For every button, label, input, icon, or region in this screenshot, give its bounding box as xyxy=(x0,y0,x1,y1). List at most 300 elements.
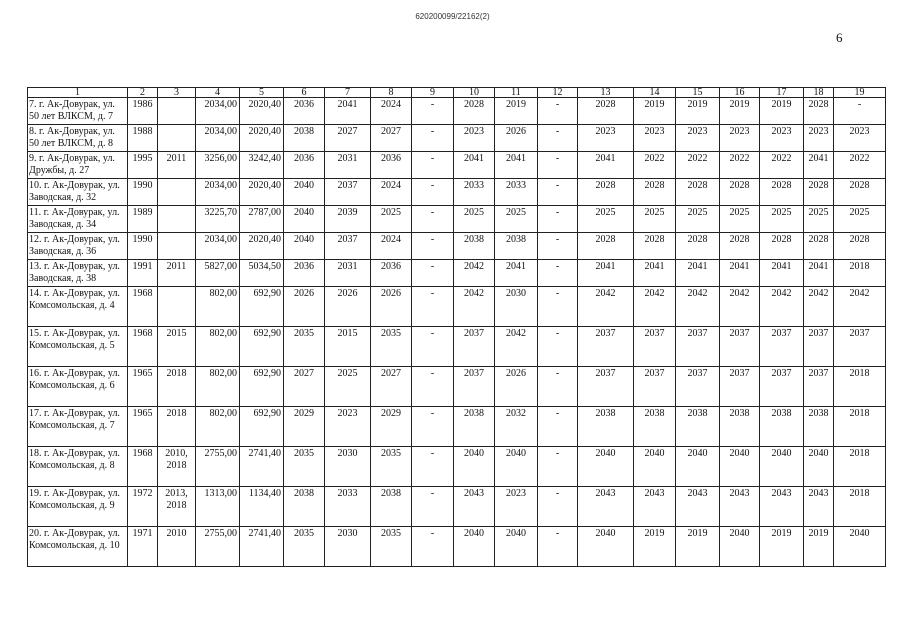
cell-col-5: 2741,40 xyxy=(240,527,284,567)
cell-col-2: 1968 xyxy=(128,287,158,327)
data-table xyxy=(27,87,886,567)
cell-col-4: 5827,00 xyxy=(196,260,240,287)
column-header-1: 1 xyxy=(28,88,128,98)
cell-col-4: 802,00 xyxy=(196,367,240,407)
column-header-4: 4 xyxy=(196,88,240,98)
cell-col-11: 2026 xyxy=(495,367,538,407)
column-header-9: 9 xyxy=(412,88,454,98)
cell-col-16: 2043 xyxy=(720,487,760,527)
cell-col-2: 1968 xyxy=(128,327,158,367)
cell-col-15: 2025 xyxy=(676,206,720,233)
cell-col-18: 2028 xyxy=(804,233,834,260)
cell-col-10: 2042 xyxy=(454,260,495,287)
cell-col-16: 2038 xyxy=(720,407,760,447)
cell-col-16: 2028 xyxy=(720,179,760,206)
cell-col-3: 2018 xyxy=(158,407,196,447)
cell-col-10: 2038 xyxy=(454,407,495,447)
cell-col-10: 2038 xyxy=(454,233,495,260)
cell-col-14: 2022 xyxy=(634,152,676,179)
cell-col-8: 2035 xyxy=(371,327,412,367)
column-header-15: 15 xyxy=(676,88,720,98)
column-header-18: 18 xyxy=(804,88,834,98)
address-cell: 13. г. Ак-Довурак, ул. Заводская, д. 38 xyxy=(28,260,128,287)
cell-col-7: 2033 xyxy=(325,487,371,527)
cell-col-3 xyxy=(158,206,196,233)
cell-col-2: 1986 xyxy=(128,98,158,125)
cell-col-9: - xyxy=(412,233,454,260)
cell-col-2: 1971 xyxy=(128,527,158,567)
cell-col-4: 3225,70 xyxy=(196,206,240,233)
cell-col-6: 2038 xyxy=(284,487,325,527)
table-row xyxy=(28,407,886,447)
cell-col-5: 692,90 xyxy=(240,367,284,407)
column-header-2: 2 xyxy=(128,88,158,98)
cell-col-5: 1134,40 xyxy=(240,487,284,527)
cell-col-19: 2018 xyxy=(834,260,886,287)
table-header-row xyxy=(28,88,886,98)
cell-col-16: 2042 xyxy=(720,287,760,327)
cell-col-3: 2010, 2018 xyxy=(158,447,196,487)
cell-col-6: 2035 xyxy=(284,447,325,487)
cell-col-5: 2020,40 xyxy=(240,233,284,260)
cell-col-3 xyxy=(158,287,196,327)
cell-col-4: 2034,00 xyxy=(196,179,240,206)
cell-col-18: 2042 xyxy=(804,287,834,327)
cell-col-15: 2037 xyxy=(676,367,720,407)
cell-col-14: 2043 xyxy=(634,487,676,527)
cell-col-14: 2028 xyxy=(634,179,676,206)
cell-col-10: 2040 xyxy=(454,527,495,567)
cell-col-6: 2035 xyxy=(284,327,325,367)
cell-col-16: 2028 xyxy=(720,233,760,260)
cell-col-17: 2028 xyxy=(760,233,804,260)
cell-col-11: 2040 xyxy=(495,527,538,567)
cell-col-14: 2042 xyxy=(634,287,676,327)
page-number: 6 xyxy=(836,30,843,45)
table-row xyxy=(28,260,886,287)
table-row xyxy=(28,98,886,125)
cell-col-17: 2038 xyxy=(760,407,804,447)
table-body xyxy=(28,98,886,567)
table-row xyxy=(28,179,886,206)
cell-col-12: - xyxy=(538,407,578,447)
cell-col-18: 2041 xyxy=(804,260,834,287)
cell-col-5: 692,90 xyxy=(240,407,284,447)
cell-col-5: 2741,40 xyxy=(240,447,284,487)
cell-col-16: 2023 xyxy=(720,125,760,152)
cell-col-6: 2040 xyxy=(284,206,325,233)
cell-col-8: 2038 xyxy=(371,487,412,527)
cell-col-19: 2023 xyxy=(834,125,886,152)
address-cell: 8. г. Ак-Довурак, ул. 50 лет ВЛКСМ, д. 8 xyxy=(28,125,128,152)
cell-col-9: - xyxy=(412,487,454,527)
cell-col-8: 2024 xyxy=(371,98,412,125)
cell-col-13: 2043 xyxy=(578,487,634,527)
cell-col-7: 2031 xyxy=(325,260,371,287)
cell-col-6: 2029 xyxy=(284,407,325,447)
column-header-13: 13 xyxy=(578,88,634,98)
cell-col-7: 2025 xyxy=(325,367,371,407)
cell-col-14: 2041 xyxy=(634,260,676,287)
column-header-16: 16 xyxy=(720,88,760,98)
cell-col-14: 2025 xyxy=(634,206,676,233)
cell-col-6: 2036 xyxy=(284,260,325,287)
cell-col-2: 1990 xyxy=(128,179,158,206)
cell-col-19: 2018 xyxy=(834,487,886,527)
cell-col-14: 2019 xyxy=(634,98,676,125)
cell-col-9: - xyxy=(412,407,454,447)
cell-col-7: 2041 xyxy=(325,98,371,125)
table-row xyxy=(28,125,886,152)
table-row xyxy=(28,367,886,407)
cell-col-6: 2036 xyxy=(284,98,325,125)
cell-col-8: 2025 xyxy=(371,206,412,233)
cell-col-17: 2041 xyxy=(760,260,804,287)
column-header-10: 10 xyxy=(454,88,495,98)
cell-col-8: 2029 xyxy=(371,407,412,447)
cell-col-14: 2028 xyxy=(634,233,676,260)
cell-col-9: - xyxy=(412,125,454,152)
cell-col-9: - xyxy=(412,98,454,125)
cell-col-10: 2037 xyxy=(454,367,495,407)
cell-col-2: 1989 xyxy=(128,206,158,233)
table-row xyxy=(28,527,886,567)
cell-col-17: 2025 xyxy=(760,206,804,233)
address-cell: 10. г. Ак-Довурак, ул. Заводская, д. 32 xyxy=(28,179,128,206)
address-cell: 17. г. Ак-Довурак, ул. Комсомольская, д. 7 xyxy=(28,407,128,447)
cell-col-3: 2011 xyxy=(158,152,196,179)
cell-col-7: 2026 xyxy=(325,287,371,327)
cell-col-12: - xyxy=(538,487,578,527)
column-header-14: 14 xyxy=(634,88,676,98)
cell-col-4: 802,00 xyxy=(196,327,240,367)
cell-col-10: 2023 xyxy=(454,125,495,152)
cell-col-8: 2027 xyxy=(371,125,412,152)
cell-col-17: 2040 xyxy=(760,447,804,487)
cell-col-15: 2041 xyxy=(676,260,720,287)
cell-col-18: 2028 xyxy=(804,98,834,125)
cell-col-10: 2037 xyxy=(454,327,495,367)
address-cell: 9. г. Ак-Довурак, ул. Дружбы, д. 27 xyxy=(28,152,128,179)
cell-col-5: 2020,40 xyxy=(240,98,284,125)
cell-col-4: 802,00 xyxy=(196,407,240,447)
cell-col-4: 802,00 xyxy=(196,287,240,327)
cell-col-19: - xyxy=(834,98,886,125)
cell-col-3: 2018 xyxy=(158,367,196,407)
cell-col-6: 2027 xyxy=(284,367,325,407)
cell-col-12: - xyxy=(538,447,578,487)
cell-col-12: - xyxy=(538,327,578,367)
cell-col-5: 692,90 xyxy=(240,327,284,367)
cell-col-5: 692,90 xyxy=(240,287,284,327)
cell-col-12: - xyxy=(538,527,578,567)
table-row xyxy=(28,287,886,327)
cell-col-17: 2037 xyxy=(760,367,804,407)
cell-col-3: 2010 xyxy=(158,527,196,567)
cell-col-13: 2028 xyxy=(578,98,634,125)
table-row xyxy=(28,152,886,179)
cell-col-11: 2032 xyxy=(495,407,538,447)
cell-col-11: 2019 xyxy=(495,98,538,125)
cell-col-2: 1965 xyxy=(128,367,158,407)
cell-col-15: 2037 xyxy=(676,327,720,367)
cell-col-11: 2041 xyxy=(495,260,538,287)
cell-col-7: 2031 xyxy=(325,152,371,179)
cell-col-7: 2027 xyxy=(325,125,371,152)
cell-col-3: 2013, 2018 xyxy=(158,487,196,527)
cell-col-18: 2043 xyxy=(804,487,834,527)
cell-col-10: 2042 xyxy=(454,287,495,327)
address-cell: 20. г. Ак-Довурак, ул. Комсомольская, д. 10 xyxy=(28,527,128,567)
cell-col-9: - xyxy=(412,287,454,327)
cell-col-6: 2038 xyxy=(284,125,325,152)
cell-col-16: 2040 xyxy=(720,447,760,487)
column-header-6: 6 xyxy=(284,88,325,98)
address-cell: 16. г. Ак-Довурак, ул. Комсомольская, д. 6 xyxy=(28,367,128,407)
cell-col-13: 2041 xyxy=(578,152,634,179)
cell-col-17: 2023 xyxy=(760,125,804,152)
cell-col-15: 2019 xyxy=(676,527,720,567)
cell-col-12: - xyxy=(538,367,578,407)
cell-col-12: - xyxy=(538,233,578,260)
cell-col-13: 2028 xyxy=(578,179,634,206)
cell-col-11: 2023 xyxy=(495,487,538,527)
address-cell: 15. г. Ак-Довурак, ул. Комсомольская, д. 5 xyxy=(28,327,128,367)
cell-col-19: 2037 xyxy=(834,327,886,367)
cell-col-2: 1965 xyxy=(128,407,158,447)
cell-col-14: 2040 xyxy=(634,447,676,487)
cell-col-3 xyxy=(158,179,196,206)
table-row xyxy=(28,447,886,487)
cell-col-15: 2043 xyxy=(676,487,720,527)
cell-col-9: - xyxy=(412,260,454,287)
cell-col-9: - xyxy=(412,367,454,407)
cell-col-19: 2028 xyxy=(834,179,886,206)
column-header-8: 8 xyxy=(371,88,412,98)
cell-col-13: 2041 xyxy=(578,260,634,287)
cell-col-16: 2019 xyxy=(720,98,760,125)
cell-col-16: 2041 xyxy=(720,260,760,287)
cell-col-2: 1988 xyxy=(128,125,158,152)
cell-col-13: 2042 xyxy=(578,287,634,327)
cell-col-3 xyxy=(158,233,196,260)
cell-col-17: 2042 xyxy=(760,287,804,327)
cell-col-15: 2028 xyxy=(676,233,720,260)
cell-col-11: 2033 xyxy=(495,179,538,206)
cell-col-12: - xyxy=(538,206,578,233)
address-cell: 12. г. Ак-Довурак, ул. Заводская, д. 36 xyxy=(28,233,128,260)
cell-col-5: 5034,50 xyxy=(240,260,284,287)
cell-col-15: 2019 xyxy=(676,98,720,125)
address-cell: 18. г. Ак-Довурак, ул. Комсомольская, д. 8 xyxy=(28,447,128,487)
cell-col-15: 2042 xyxy=(676,287,720,327)
cell-col-8: 2024 xyxy=(371,233,412,260)
cell-col-9: - xyxy=(412,179,454,206)
cell-col-7: 2030 xyxy=(325,447,371,487)
cell-col-19: 2040 xyxy=(834,527,886,567)
cell-col-18: 2025 xyxy=(804,206,834,233)
address-cell: 11. г. Ак-Довурак, ул. Заводская, д. 34 xyxy=(28,206,128,233)
cell-col-6: 2040 xyxy=(284,179,325,206)
cell-col-14: 2037 xyxy=(634,327,676,367)
cell-col-10: 2028 xyxy=(454,98,495,125)
cell-col-9: - xyxy=(412,447,454,487)
cell-col-4: 2034,00 xyxy=(196,98,240,125)
table-row xyxy=(28,487,886,527)
cell-col-19: 2028 xyxy=(834,233,886,260)
cell-col-13: 2028 xyxy=(578,233,634,260)
cell-col-2: 1991 xyxy=(128,260,158,287)
column-header-12: 12 xyxy=(538,88,578,98)
cell-col-18: 2023 xyxy=(804,125,834,152)
cell-col-3 xyxy=(158,98,196,125)
cell-col-5: 3242,40 xyxy=(240,152,284,179)
cell-col-8: 2024 xyxy=(371,179,412,206)
cell-col-14: 2019 xyxy=(634,527,676,567)
cell-col-6: 2026 xyxy=(284,287,325,327)
cell-col-10: 2025 xyxy=(454,206,495,233)
cell-col-13: 2023 xyxy=(578,125,634,152)
cell-col-17: 2022 xyxy=(760,152,804,179)
cell-col-8: 2035 xyxy=(371,447,412,487)
cell-col-16: 2022 xyxy=(720,152,760,179)
cell-col-4: 2755,00 xyxy=(196,447,240,487)
cell-col-13: 2038 xyxy=(578,407,634,447)
column-header-11: 11 xyxy=(495,88,538,98)
cell-col-9: - xyxy=(412,206,454,233)
column-header-19: 19 xyxy=(834,88,886,98)
cell-col-6: 2035 xyxy=(284,527,325,567)
cell-col-13: 2037 xyxy=(578,327,634,367)
cell-col-18: 2037 xyxy=(804,367,834,407)
cell-col-17: 2019 xyxy=(760,527,804,567)
cell-col-13: 2037 xyxy=(578,367,634,407)
cell-col-2: 1972 xyxy=(128,487,158,527)
cell-col-7: 2039 xyxy=(325,206,371,233)
cell-col-3 xyxy=(158,125,196,152)
cell-col-10: 2033 xyxy=(454,179,495,206)
cell-col-6: 2040 xyxy=(284,233,325,260)
cell-col-17: 2028 xyxy=(760,179,804,206)
cell-col-14: 2038 xyxy=(634,407,676,447)
cell-col-19: 2025 xyxy=(834,206,886,233)
cell-col-5: 2787,00 xyxy=(240,206,284,233)
cell-col-9: - xyxy=(412,152,454,179)
cell-col-3: 2011 xyxy=(158,260,196,287)
cell-col-18: 2041 xyxy=(804,152,834,179)
cell-col-8: 2036 xyxy=(371,152,412,179)
cell-col-2: 1990 xyxy=(128,233,158,260)
cell-col-15: 2028 xyxy=(676,179,720,206)
cell-col-12: - xyxy=(538,287,578,327)
cell-col-14: 2037 xyxy=(634,367,676,407)
cell-col-7: 2015 xyxy=(325,327,371,367)
cell-col-16: 2040 xyxy=(720,527,760,567)
cell-col-2: 1995 xyxy=(128,152,158,179)
cell-col-19: 2018 xyxy=(834,367,886,407)
address-cell: 14. г. Ак-Довурак, ул. Комсомольская, д. 4 xyxy=(28,287,128,327)
column-header-17: 17 xyxy=(760,88,804,98)
cell-col-12: - xyxy=(538,98,578,125)
cell-col-8: 2036 xyxy=(371,260,412,287)
cell-col-11: 2026 xyxy=(495,125,538,152)
cell-col-17: 2037 xyxy=(760,327,804,367)
table-row xyxy=(28,206,886,233)
document-code: 620200099/22162(2) xyxy=(415,12,490,21)
cell-col-14: 2023 xyxy=(634,125,676,152)
cell-col-7: 2037 xyxy=(325,233,371,260)
table-row xyxy=(28,327,886,367)
cell-col-6: 2036 xyxy=(284,152,325,179)
cell-col-11: 2030 xyxy=(495,287,538,327)
cell-col-18: 2019 xyxy=(804,527,834,567)
cell-col-3: 2015 xyxy=(158,327,196,367)
column-header-5: 5 xyxy=(240,88,284,98)
cell-col-9: - xyxy=(412,327,454,367)
cell-col-17: 2043 xyxy=(760,487,804,527)
cell-col-4: 2034,00 xyxy=(196,233,240,260)
cell-col-8: 2026 xyxy=(371,287,412,327)
cell-col-18: 2037 xyxy=(804,327,834,367)
cell-col-12: - xyxy=(538,179,578,206)
cell-col-15: 2022 xyxy=(676,152,720,179)
cell-col-18: 2040 xyxy=(804,447,834,487)
cell-col-11: 2042 xyxy=(495,327,538,367)
cell-col-15: 2038 xyxy=(676,407,720,447)
cell-col-16: 2037 xyxy=(720,327,760,367)
cell-col-7: 2023 xyxy=(325,407,371,447)
address-cell: 19. г. Ак-Довурак, ул. Комсомольская, д. 9 xyxy=(28,487,128,527)
cell-col-17: 2019 xyxy=(760,98,804,125)
cell-col-7: 2030 xyxy=(325,527,371,567)
cell-col-10: 2041 xyxy=(454,152,495,179)
cell-col-19: 2022 xyxy=(834,152,886,179)
column-header-7: 7 xyxy=(325,88,371,98)
cell-col-10: 2043 xyxy=(454,487,495,527)
cell-col-13: 2040 xyxy=(578,527,634,567)
cell-col-8: 2035 xyxy=(371,527,412,567)
cell-col-16: 2037 xyxy=(720,367,760,407)
cell-col-9: - xyxy=(412,527,454,567)
cell-col-19: 2018 xyxy=(834,407,886,447)
cell-col-13: 2040 xyxy=(578,447,634,487)
cell-col-5: 2020,40 xyxy=(240,125,284,152)
cell-col-11: 2040 xyxy=(495,447,538,487)
column-header-3: 3 xyxy=(158,88,196,98)
cell-col-10: 2040 xyxy=(454,447,495,487)
cell-col-11: 2041 xyxy=(495,152,538,179)
cell-col-4: 3256,00 xyxy=(196,152,240,179)
cell-col-8: 2027 xyxy=(371,367,412,407)
cell-col-16: 2025 xyxy=(720,206,760,233)
cell-col-19: 2018 xyxy=(834,447,886,487)
cell-col-11: 2025 xyxy=(495,206,538,233)
cell-col-18: 2038 xyxy=(804,407,834,447)
cell-col-7: 2037 xyxy=(325,179,371,206)
cell-col-11: 2038 xyxy=(495,233,538,260)
cell-col-15: 2023 xyxy=(676,125,720,152)
cell-col-12: - xyxy=(538,260,578,287)
cell-col-4: 2034,00 xyxy=(196,125,240,152)
cell-col-12: - xyxy=(538,152,578,179)
cell-col-4: 2755,00 xyxy=(196,527,240,567)
cell-col-15: 2040 xyxy=(676,447,720,487)
cell-col-5: 2020,40 xyxy=(240,179,284,206)
cell-col-2: 1968 xyxy=(128,447,158,487)
table-row xyxy=(28,233,886,260)
cell-col-4: 1313,00 xyxy=(196,487,240,527)
cell-col-13: 2025 xyxy=(578,206,634,233)
